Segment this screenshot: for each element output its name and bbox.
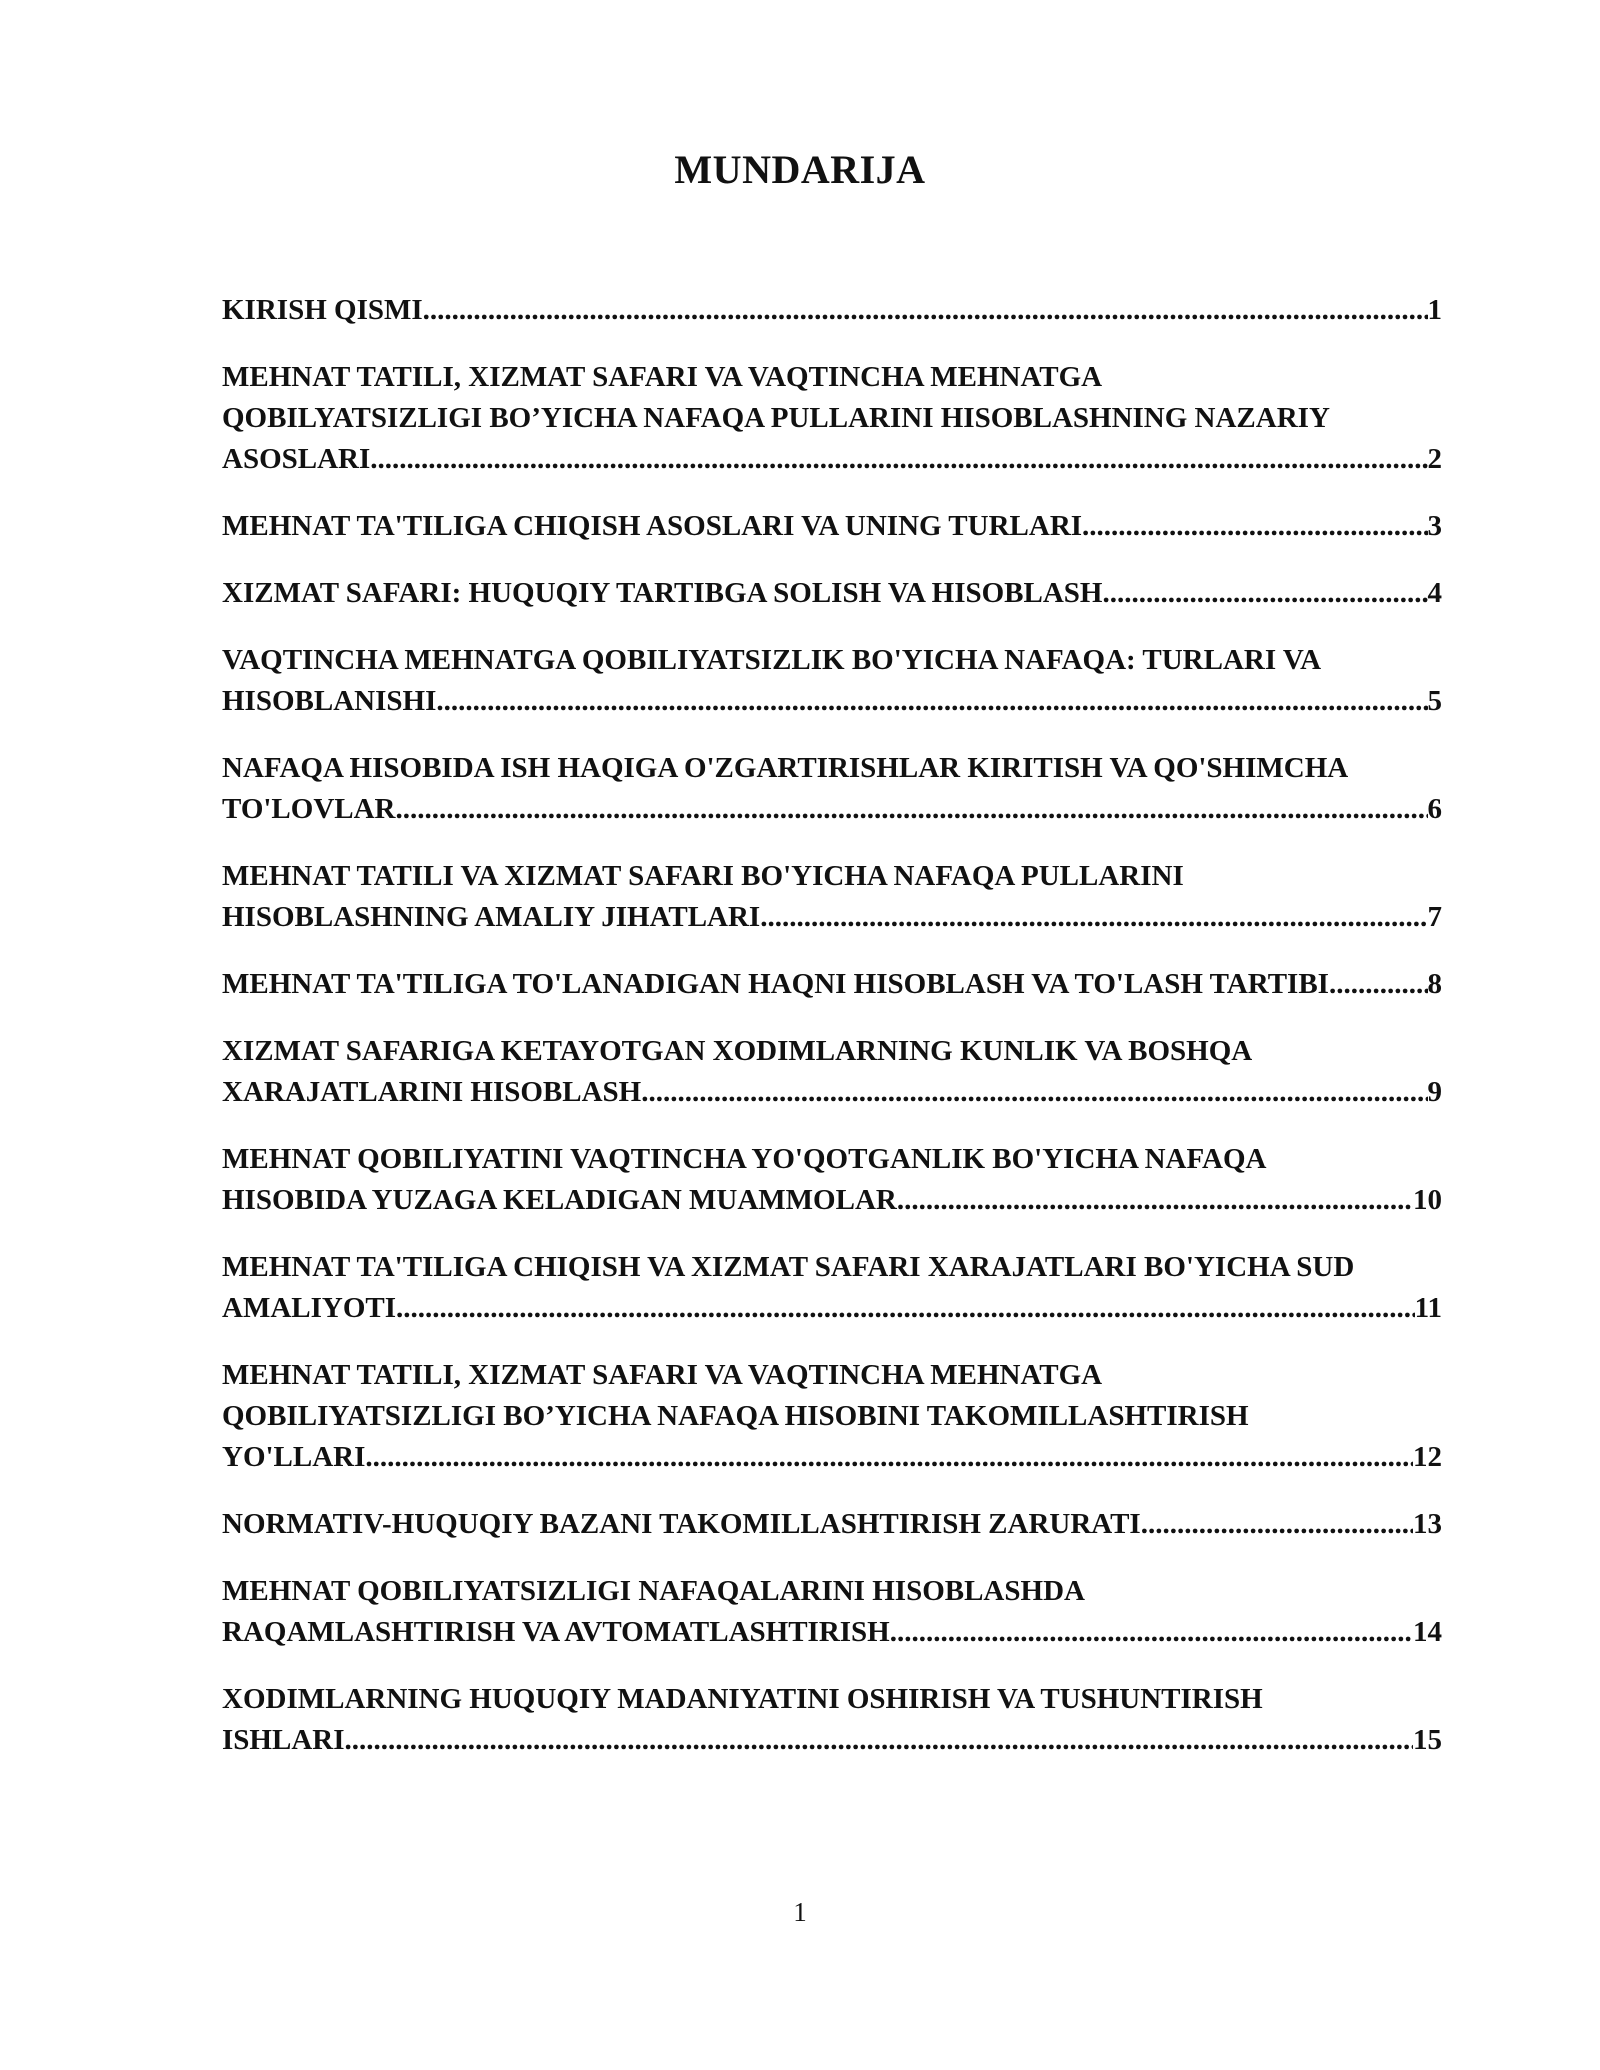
toc-entry[interactable] xyxy=(222,964,1442,1005)
toc-entry[interactable] xyxy=(222,1504,1442,1545)
toc-entry-leader-line xyxy=(222,1504,1442,1545)
toc-entry-title: MEHNAT TA'TILIGA CHIQISH ASOSLARI VA UNING TURLARI xyxy=(222,510,1083,542)
toc-entry[interactable] xyxy=(222,856,1442,938)
toc-entry-line: MEHNAT QOBILIYATSIZLIGI NAFAQALARINI HISOBLASHDA xyxy=(222,1575,1085,1607)
toc-leader-dots xyxy=(396,1288,1415,1329)
toc-entry-leader-line xyxy=(222,964,1442,1005)
toc-entry-leader-line xyxy=(222,681,1442,722)
toc-leader-dots xyxy=(345,1720,1414,1761)
toc-entry-leader-line xyxy=(222,1612,1442,1653)
toc-entry-title: NORMATIV-HUQUQIY BAZANI TAKOMILLASHTIRISH ZARURATI xyxy=(222,1508,1141,1540)
toc-entry-leader-line xyxy=(222,1288,1442,1329)
toc-page-number: 3 xyxy=(1427,510,1442,542)
toc-leader-dots xyxy=(436,681,1427,722)
toc-entry-leader-line xyxy=(222,573,1442,614)
toc-leader-dots xyxy=(1103,573,1428,614)
toc-page-number: 2 xyxy=(1427,443,1442,475)
toc-page-number: 4 xyxy=(1427,577,1442,609)
toc-leader-dots xyxy=(396,789,1428,830)
toc-entry[interactable] xyxy=(222,290,1442,331)
toc-page-number: 14 xyxy=(1413,1616,1442,1648)
toc-entry[interactable] xyxy=(222,1247,1442,1329)
toc-page-number: 15 xyxy=(1413,1724,1442,1756)
toc-entry-line: QOBILIYATSIZLIGI BO’YICHA NAFAQA HISOBINI TAKOMILLASHTIRISH xyxy=(222,1400,1249,1432)
toc-entry-title: XARAJATLARINI HISOBLASH xyxy=(222,1076,642,1108)
toc-page-number: 9 xyxy=(1427,1076,1442,1108)
toc-leader-dots xyxy=(1141,1504,1413,1545)
toc-entry[interactable] xyxy=(222,573,1442,614)
toc-entry-line: MEHNAT TATILI, XIZMAT SAFARI VA VAQTINCHA MEHNATGA xyxy=(222,361,1103,393)
toc-leader-dots xyxy=(365,1437,1413,1478)
toc-entry-line: XIZMAT SAFARIGA KETAYOTGAN XODIMLARNING KUNLIK VA BOSHQA xyxy=(222,1035,1253,1067)
toc-entry-title: HISOBLASHNING AMALIY JIHATLARI xyxy=(222,901,761,933)
toc-leader-dots xyxy=(760,897,1427,938)
toc-page-number: 8 xyxy=(1427,968,1442,1000)
toc-entry-title: ISHLARI xyxy=(222,1724,345,1756)
toc-entry-title: RAQAMLASHTIRISH VA AVTOMATLASHTIRISH xyxy=(222,1616,890,1648)
toc-entry[interactable] xyxy=(222,640,1442,722)
toc-entry-title: HISOBLANISHI xyxy=(222,685,437,717)
toc-entry[interactable] xyxy=(222,357,1442,480)
toc-page-number: 13 xyxy=(1413,1508,1442,1540)
toc-entry-leader-line xyxy=(222,897,1442,938)
toc-entry-title: TO'LOVLAR xyxy=(222,793,396,825)
toc-entry-line: MEHNAT TATILI VA XIZMAT SAFARI BO'YICHA NAFAQA PULLARINI xyxy=(222,860,1184,892)
toc-entry-line: MEHNAT TA'TILIGA CHIQISH VA XIZMAT SAFARI XARAJATLARI BO'YICHA SUD xyxy=(222,1251,1355,1283)
toc-entry-leader-line xyxy=(222,1720,1442,1761)
toc-entry[interactable] xyxy=(222,1679,1442,1761)
toc-page-number: 12 xyxy=(1413,1441,1442,1473)
toc-page-number: 5 xyxy=(1427,685,1442,717)
toc-entry-title: AMALIYOTI xyxy=(222,1292,397,1324)
toc-entry-line: XODIMLARNING HUQUQIY MADANIYATINI OSHIRISH VA TUSHUNTIRISH xyxy=(222,1683,1263,1715)
toc-entry[interactable] xyxy=(222,506,1442,547)
toc-entry-line: VAQTINCHA MEHNATGA QOBILIYATSIZLIK BO'YICHA NAFAQA: TURLARI VA xyxy=(222,644,1322,676)
toc-entry-title: HISOBIDA YUZAGA KELADIGAN MUAMMOLAR xyxy=(222,1184,897,1216)
toc-entry[interactable] xyxy=(222,1355,1442,1478)
toc-entry-leader-line xyxy=(222,1072,1442,1113)
toc-entry-leader-line xyxy=(222,1180,1442,1221)
toc-entry[interactable] xyxy=(222,1571,1442,1653)
toc-entry[interactable] xyxy=(222,1031,1442,1113)
toc-entry-leader-line xyxy=(222,290,1442,331)
page-title: MUNDARIJA xyxy=(674,147,926,192)
toc-page-number: 7 xyxy=(1427,901,1442,933)
toc-entry-line: MEHNAT TATILI, XIZMAT SAFARI VA VAQTINCHA MEHNATGA xyxy=(222,1359,1103,1391)
toc-entry-title: XIZMAT SAFARI: HUQUQIY TARTIBGA SOLISH VA HISOBLASH xyxy=(222,577,1103,609)
toc-entry-line: NAFAQA HISOBIDA ISH HAQIGA O'ZGARTIRISHLAR KIRITISH VA QO'SHIMCHA xyxy=(222,752,1349,784)
toc-leader-dots xyxy=(370,439,1427,480)
toc-leader-dots xyxy=(423,290,1428,331)
toc-leader-dots xyxy=(1082,506,1427,547)
toc-entry-line: QOBILYATSIZLIGI BO’YICHA NAFAQA PULLARINI HISOBLASHNING NAZARIY xyxy=(222,402,1330,434)
toc-leader-dots xyxy=(897,1180,1413,1221)
toc-leader-dots xyxy=(641,1072,1427,1113)
toc-entry-leader-line xyxy=(222,1437,1442,1478)
toc-page-number: 11 xyxy=(1414,1292,1442,1324)
toc-entry-title: MEHNAT TA'TILIGA TO'LANADIGAN HAQNI HISOBLASH VA TO'LASH TARTIBI xyxy=(222,968,1329,1000)
toc-entry-title: KIRISH QISMI xyxy=(222,294,423,326)
toc-entry[interactable] xyxy=(222,748,1442,830)
toc-entry-leader-line xyxy=(222,789,1442,830)
toc-page-number: 10 xyxy=(1413,1184,1442,1216)
toc-entry-title: YO'LLARI xyxy=(222,1441,366,1473)
toc-entry[interactable] xyxy=(222,1139,1442,1221)
toc-leader-dots xyxy=(1329,964,1428,1005)
toc-entry-leader-line xyxy=(222,439,1442,480)
toc-entry-title: ASOSLARI xyxy=(222,443,371,475)
page-number: 1 xyxy=(793,1897,807,1927)
toc-page-number: 6 xyxy=(1427,793,1442,825)
toc-leader-dots xyxy=(890,1612,1413,1653)
toc-entry-line: MEHNAT QOBILIYATINI VAQTINCHA YO'QOTGANLIK BO'YICHA NAFAQA xyxy=(222,1143,1267,1175)
toc-page-number: 1 xyxy=(1427,294,1442,326)
toc-entry-leader-line xyxy=(222,506,1442,547)
table-of-contents xyxy=(222,290,1442,1787)
